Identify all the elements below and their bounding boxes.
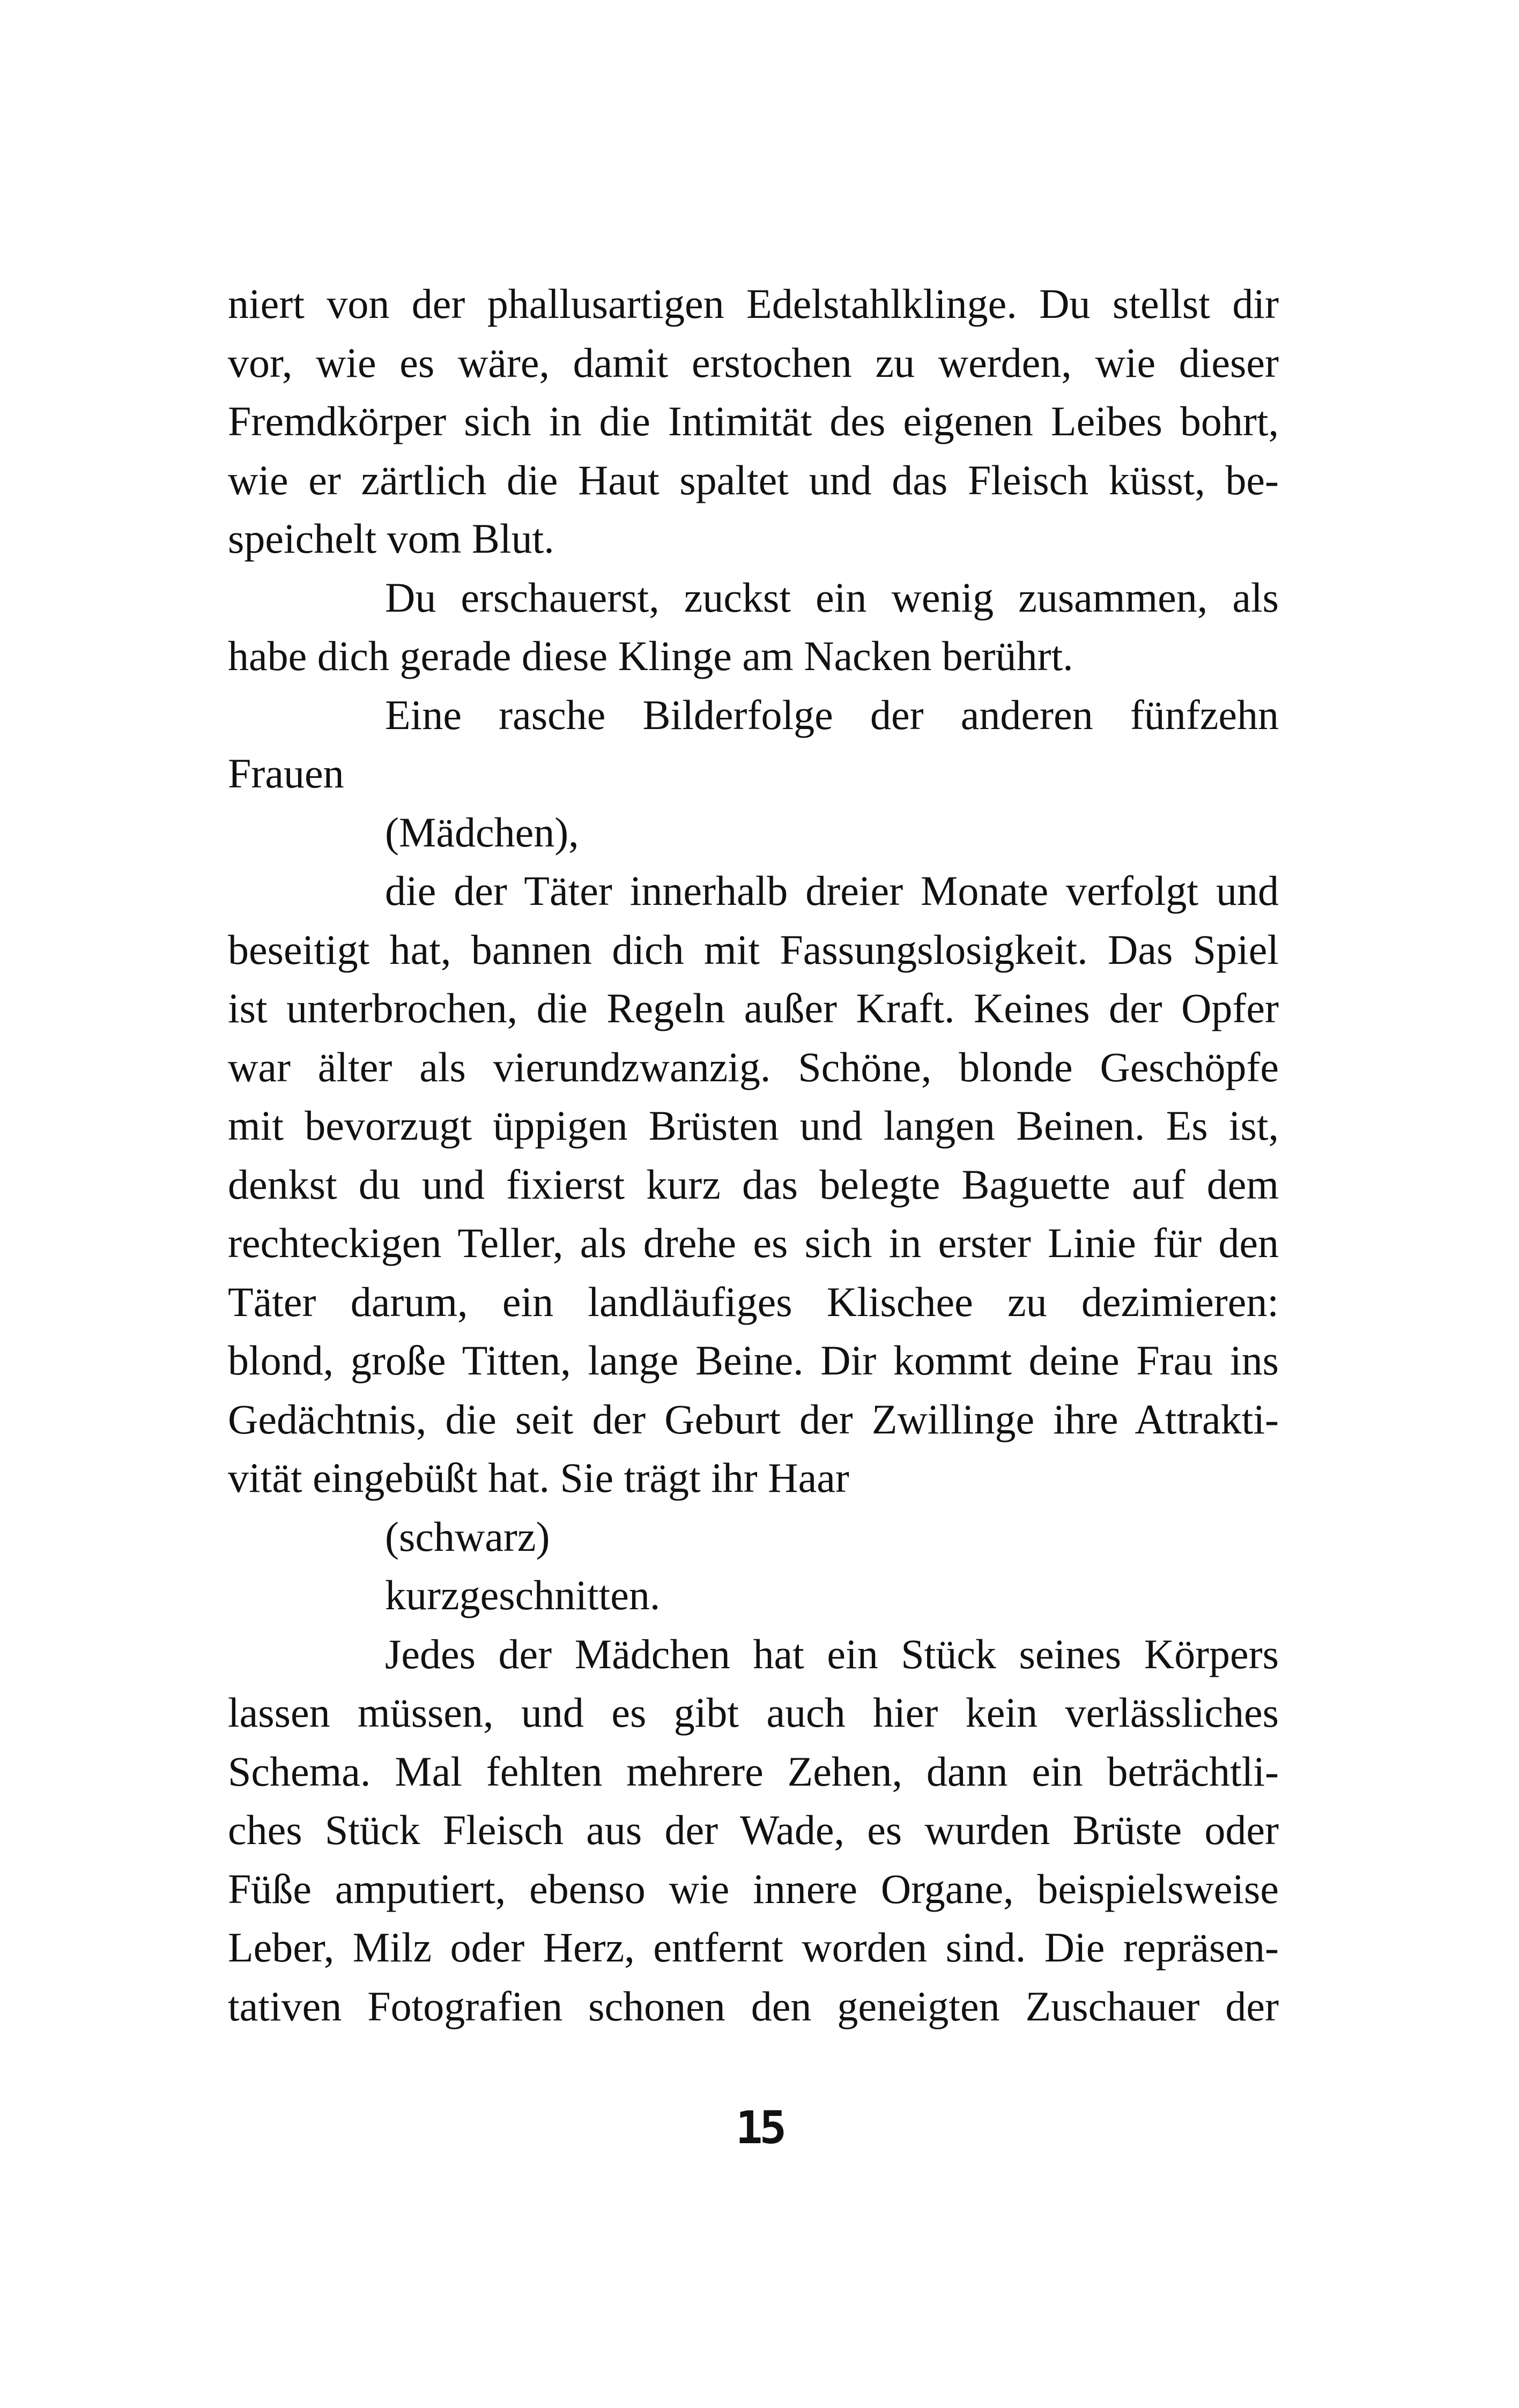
text-line: mit bevorzugt üppigen Brüsten und langen Beinen. Es ist, (228, 1102, 1279, 1149)
text-line: speichelt vom Blut. (228, 515, 554, 562)
text-line: war älter als vierundzwanzig. Schöne, blonde Geschöpfe (228, 1043, 1279, 1090)
text-line: tativen Fotografien schonen den geneigten Zuschauer der (228, 1982, 1279, 2030)
text-line: Jedes der Mädchen hat ein Stück seines Körpers (385, 1630, 1279, 1677)
text-line: Schema. Mal fehlten mehrere Zehen, dann ein beträchtli- (228, 1748, 1279, 1795)
text-line: kurzgeschnitten. (385, 1572, 661, 1618)
text-line: ist unterbrochen, die Regeln außer Kraft. Keines der Opfer (228, 985, 1279, 1031)
text-line: Gedächtnis, die seit der Geburt der Zwillinge ihre Attrakti- (228, 1395, 1279, 1443)
text-line: (Mädchen), (385, 808, 579, 856)
text-line: blond, große Titten, lange Beine. Dir kommt deine Frau ins (228, 1337, 1279, 1384)
text-line: denkst du und fixierst kurz das belegte Baguette auf dem (228, 1161, 1279, 1208)
text-line: Du erschauerst, zuckst ein wenig zusammen, als (385, 574, 1279, 621)
text-line: lassen müssen, und es gibt auch hier kein verlässliches (228, 1689, 1279, 1736)
page-number: 15 (735, 2101, 784, 2154)
text-line: habe dich gerade diese Klinge am Nacken berührt. (228, 633, 1073, 679)
text-line: Frauen (228, 750, 344, 797)
text-line: Leber, Milz oder Herz, entfernt worden sind. Die repräsen- (228, 1924, 1279, 1971)
text-line: vor, wie es wäre, damit erstochen zu werden, wie dieser (228, 339, 1279, 386)
text-line: vität eingebüßt hat. Sie trägt ihr Haar (228, 1454, 849, 1501)
text-line: ches Stück Fleisch aus der Wade, es wurden Brüste oder (228, 1807, 1279, 1853)
text-line: die der Täter innerhalb dreier Monate verfolgt und (385, 867, 1279, 914)
text-line: Täter darum, ein landläufiges Klischee zu dezimieren: (228, 1278, 1279, 1325)
text-line: rechteckigen Teller, als drehe es sich in erster Linie für den (228, 1220, 1279, 1266)
text-line: (schwarz) (385, 1513, 550, 1560)
text-line: Füße amputiert, ebenso wie innere Organe, beispielsweise (228, 1865, 1279, 1912)
body-text (228, 274, 1279, 2035)
text-line: Eine rasche Bilderfolge der anderen fünfzehn (385, 691, 1279, 738)
text-line: niert von der phallusartigen Edelstahlklinge. Du stellst dir (228, 280, 1279, 327)
text-line: beseitigt hat, bannen dich mit Fassungslosigkeit. Das Spiel (228, 926, 1279, 973)
text-line: wie er zärtlich die Haut spaltet und das Fleisch küsst, be- (228, 456, 1279, 503)
text-line: Fremdkörper sich in die Intimität des eigenen Leibes bohrt, (228, 398, 1279, 444)
